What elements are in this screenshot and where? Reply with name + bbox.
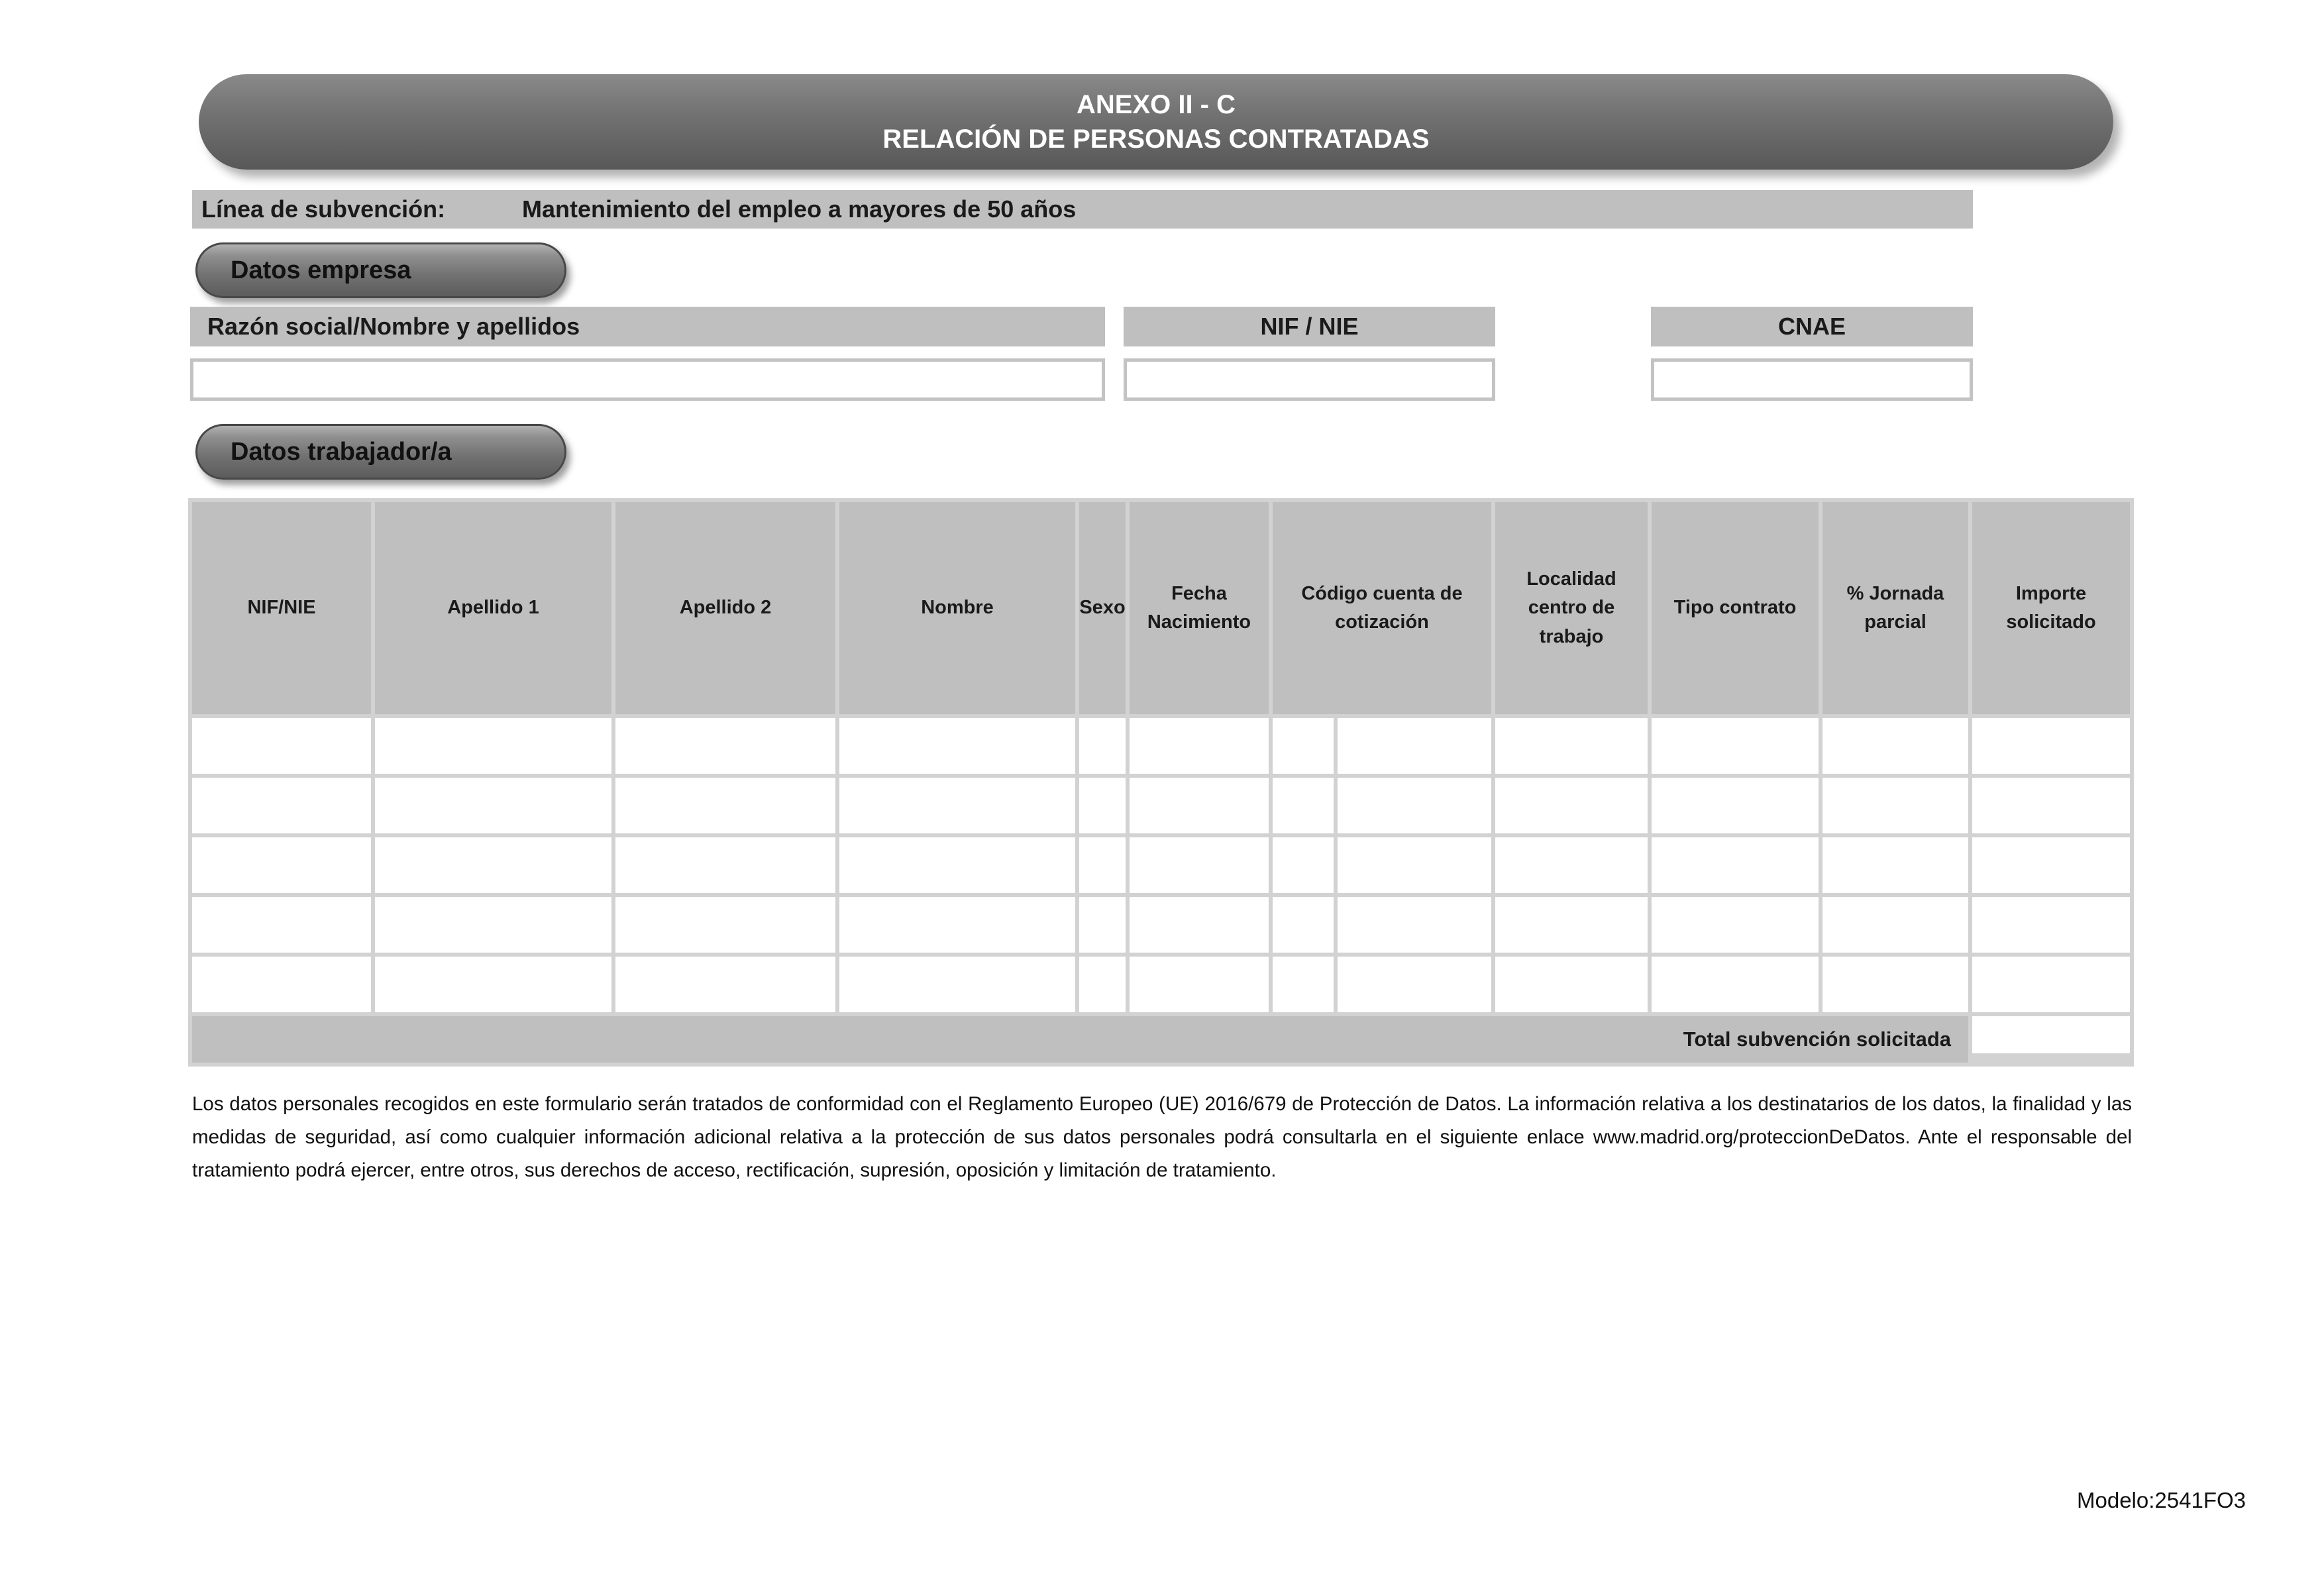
table-cell[interactable] — [192, 957, 371, 1012]
table-cell[interactable] — [1338, 718, 1491, 774]
table-cell[interactable] — [839, 778, 1075, 833]
table-cell[interactable] — [1079, 897, 1126, 953]
column-header-apellido1: Apellido 1 — [375, 502, 611, 714]
total-value-cell[interactable] — [1972, 1016, 2130, 1053]
table-cell[interactable] — [1972, 718, 2130, 774]
table-cell[interactable] — [1495, 897, 1648, 953]
table-cell[interactable] — [1822, 957, 1968, 1012]
company-data-button[interactable] — [195, 242, 566, 298]
table-cell[interactable] — [192, 897, 371, 953]
table-cell[interactable] — [375, 778, 611, 833]
company-name-input[interactable] — [190, 358, 1105, 401]
table-cell[interactable] — [1338, 837, 1491, 893]
table-cell[interactable] — [1130, 778, 1269, 833]
table-cell[interactable] — [375, 957, 611, 1012]
table-cell[interactable] — [1822, 897, 1968, 953]
table-cell[interactable] — [1079, 718, 1126, 774]
worker-data-button-label: Datos trabajador/a — [231, 437, 452, 466]
table-cell[interactable] — [615, 897, 835, 953]
workers-table — [188, 498, 2134, 1067]
column-header-jornada-parcial: % Jornada parcial — [1822, 502, 1968, 714]
column-header-fecha-nacimiento: Fecha Nacimiento — [1130, 502, 1269, 714]
table-cell[interactable] — [1972, 778, 2130, 833]
table-cell[interactable] — [375, 837, 611, 893]
table-cell[interactable] — [1273, 718, 1334, 774]
table-cell[interactable] — [192, 778, 371, 833]
table-cell[interactable] — [1273, 778, 1334, 833]
table-cell[interactable] — [1972, 837, 2130, 893]
table-cell[interactable] — [192, 837, 371, 893]
table-cell[interactable] — [1495, 778, 1648, 833]
table-cell[interactable] — [1338, 897, 1491, 953]
model-number: Modelo:2541FO3 — [2077, 1488, 2246, 1512]
total-label: Total subvención solicitada — [192, 1016, 1968, 1063]
table-cell[interactable] — [1822, 718, 1968, 774]
table-cell[interactable] — [615, 957, 835, 1012]
table-cell[interactable] — [1652, 778, 1819, 833]
table-cell[interactable] — [1273, 897, 1334, 953]
column-header-nif: NIF/NIE — [192, 502, 371, 714]
subsidy-line-bar — [192, 190, 1973, 229]
worker-data-button[interactable] — [195, 424, 566, 480]
table-cell[interactable] — [1130, 837, 1269, 893]
table-cell[interactable] — [1495, 837, 1648, 893]
table-cell[interactable] — [839, 897, 1075, 953]
table-cell[interactable] — [1079, 778, 1126, 833]
table-cell[interactable] — [615, 718, 835, 774]
column-header-sexo: Sexo — [1079, 502, 1126, 714]
table-cell[interactable] — [1130, 718, 1269, 774]
table-cell[interactable] — [615, 778, 835, 833]
table-cell[interactable] — [1495, 718, 1648, 774]
table-cell[interactable] — [1822, 778, 1968, 833]
company-nif-label-bar: NIF / NIE — [1124, 307, 1495, 346]
table-cell[interactable] — [1079, 957, 1126, 1012]
table-cell[interactable] — [1652, 897, 1819, 953]
table-cell[interactable] — [1972, 957, 2130, 1012]
table-cell[interactable] — [1652, 957, 1819, 1012]
form-title-banner — [199, 74, 2113, 170]
table-cell[interactable] — [1130, 957, 1269, 1012]
company-nif-input[interactable] — [1124, 358, 1495, 401]
table-cell[interactable] — [1652, 837, 1819, 893]
column-header-codigo-cuenta: Código cuenta de cotización — [1273, 502, 1491, 714]
company-data-button-label: Datos empresa — [231, 256, 411, 284]
subsidy-line-label: Línea de subvención: — [201, 195, 446, 223]
table-cell[interactable] — [615, 837, 835, 893]
company-cnae-label-bar: CNAE — [1651, 307, 1973, 346]
column-header-tipo-contrato: Tipo contrato — [1652, 502, 1819, 714]
table-cell[interactable] — [1273, 957, 1334, 1012]
form-title-line2: RELACIÓN DE PERSONAS CONTRATADAS — [882, 125, 1430, 154]
table-cell[interactable] — [839, 837, 1075, 893]
form-title-line1: ANEXO II - C — [1076, 90, 1236, 119]
table-cell[interactable] — [839, 957, 1075, 1012]
table-cell[interactable] — [192, 718, 371, 774]
table-cell[interactable] — [375, 718, 611, 774]
table-cell[interactable] — [1652, 718, 1819, 774]
company-name-label-bar: Razón social/Nombre y apellidos — [190, 307, 1105, 346]
table-cell[interactable] — [1822, 837, 1968, 893]
table-cell[interactable] — [1495, 957, 1648, 1012]
company-cnae-input[interactable] — [1651, 358, 1973, 401]
subsidy-line-value: Mantenimiento del empleo a mayores de 50 años — [522, 195, 1077, 223]
table-cell[interactable] — [1338, 778, 1491, 833]
table-cell[interactable] — [839, 718, 1075, 774]
table-cell[interactable] — [1273, 837, 1334, 893]
table-cell[interactable] — [1972, 897, 2130, 953]
table-cell[interactable] — [1079, 837, 1126, 893]
column-header-importe-solicitado: Importe solicitado — [1972, 502, 2130, 714]
column-header-nombre: Nombre — [839, 502, 1075, 714]
privacy-notice: Los datos personales recogidos en este formulario serán tratados de conformidad con el Reglamento Europeo (UE) 2016/679 de Protección de Datos. La información relativa a los destinatarios de los datos, la finalidad y las medidas de seguridad, así como cualquier información adicional relativa a la protección de sus datos personales podrá consultarla en el siguiente enlace www.madrid.org/proteccionDeDatos. Ante el responsable del tratamiento podrá ejercer, entre otros, sus derechos de acceso, rectificación, supresión, oposición y limitación de tratamiento. — [192, 1093, 2132, 1181]
table-cell[interactable] — [375, 897, 611, 953]
column-header-localidad: Localidad centro de trabajo — [1495, 502, 1648, 714]
table-cell[interactable] — [1338, 957, 1491, 1012]
table-cell[interactable] — [1130, 897, 1269, 953]
column-header-apellido2: Apellido 2 — [615, 502, 835, 714]
